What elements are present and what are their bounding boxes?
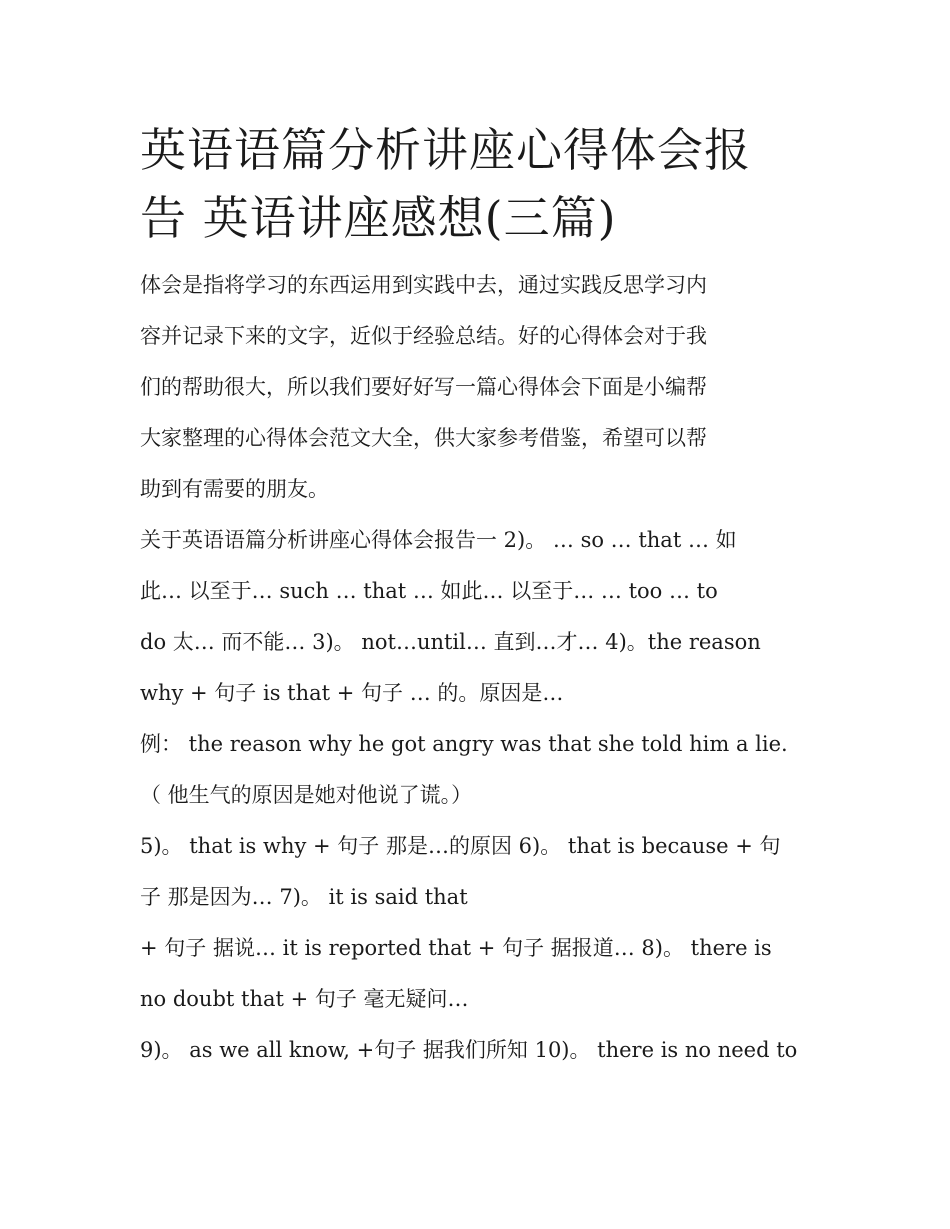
body-line: 9)。 as we all know, +句子 据我们所知 10)。 there is no need to — [140, 1038, 798, 1062]
body-line: 大家整理的心得体会范文大全，供大家参考借鉴，希望可以帮 — [140, 426, 707, 450]
body-line: 容并记录下来的文字，近似于经验总结。好的心得体会对于我 — [140, 324, 707, 348]
body-line: 5)。 that is why + 句子 那是…的原因 6)。 that is because + 句 — [140, 834, 781, 858]
body-line: 们的帮助很大，所以我们要好好写一篇心得体会下面是小编帮 — [140, 375, 707, 399]
body-line: 关于英语语篇分析讲座心得体会报告一 2)。 … so … that … 如 — [140, 528, 737, 552]
document-title — [140, 116, 820, 252]
body-line: 子 那是因为… 7)。 it is said that — [140, 885, 468, 909]
body-line: 例： the reason why he got angry was that she told him a lie. — [140, 732, 788, 756]
document-body — [140, 260, 820, 1076]
body-line: why + 句子 is that + 句子 … 的。原因是… — [140, 681, 564, 705]
body-line: 此… 以至于… such … that … 如此… 以至于… … too … to — [140, 579, 718, 603]
body-line: 助到有需要的朋友。 — [140, 477, 329, 501]
body-line: + 句子 据说… it is reported that + 句子 据报道… 8)。 there is — [140, 936, 772, 960]
document-page — [140, 116, 820, 1076]
body-line: 体会是指将学习的东西运用到实践中去，通过实践反思学习内 — [140, 273, 707, 297]
body-line: do 太… 而不能… 3)。 not…until… 直到…才… 4)。the reason — [140, 630, 761, 654]
body-line: no doubt that + 句子 毫无疑问… — [140, 987, 469, 1011]
title-line: 英语语篇分析讲座心得体会报 — [140, 123, 751, 177]
body-line: （ 他生气的原因是她对他说了谎。） — [140, 783, 473, 807]
title-line: 告 英语讲座感想(三篇) — [140, 191, 617, 245]
